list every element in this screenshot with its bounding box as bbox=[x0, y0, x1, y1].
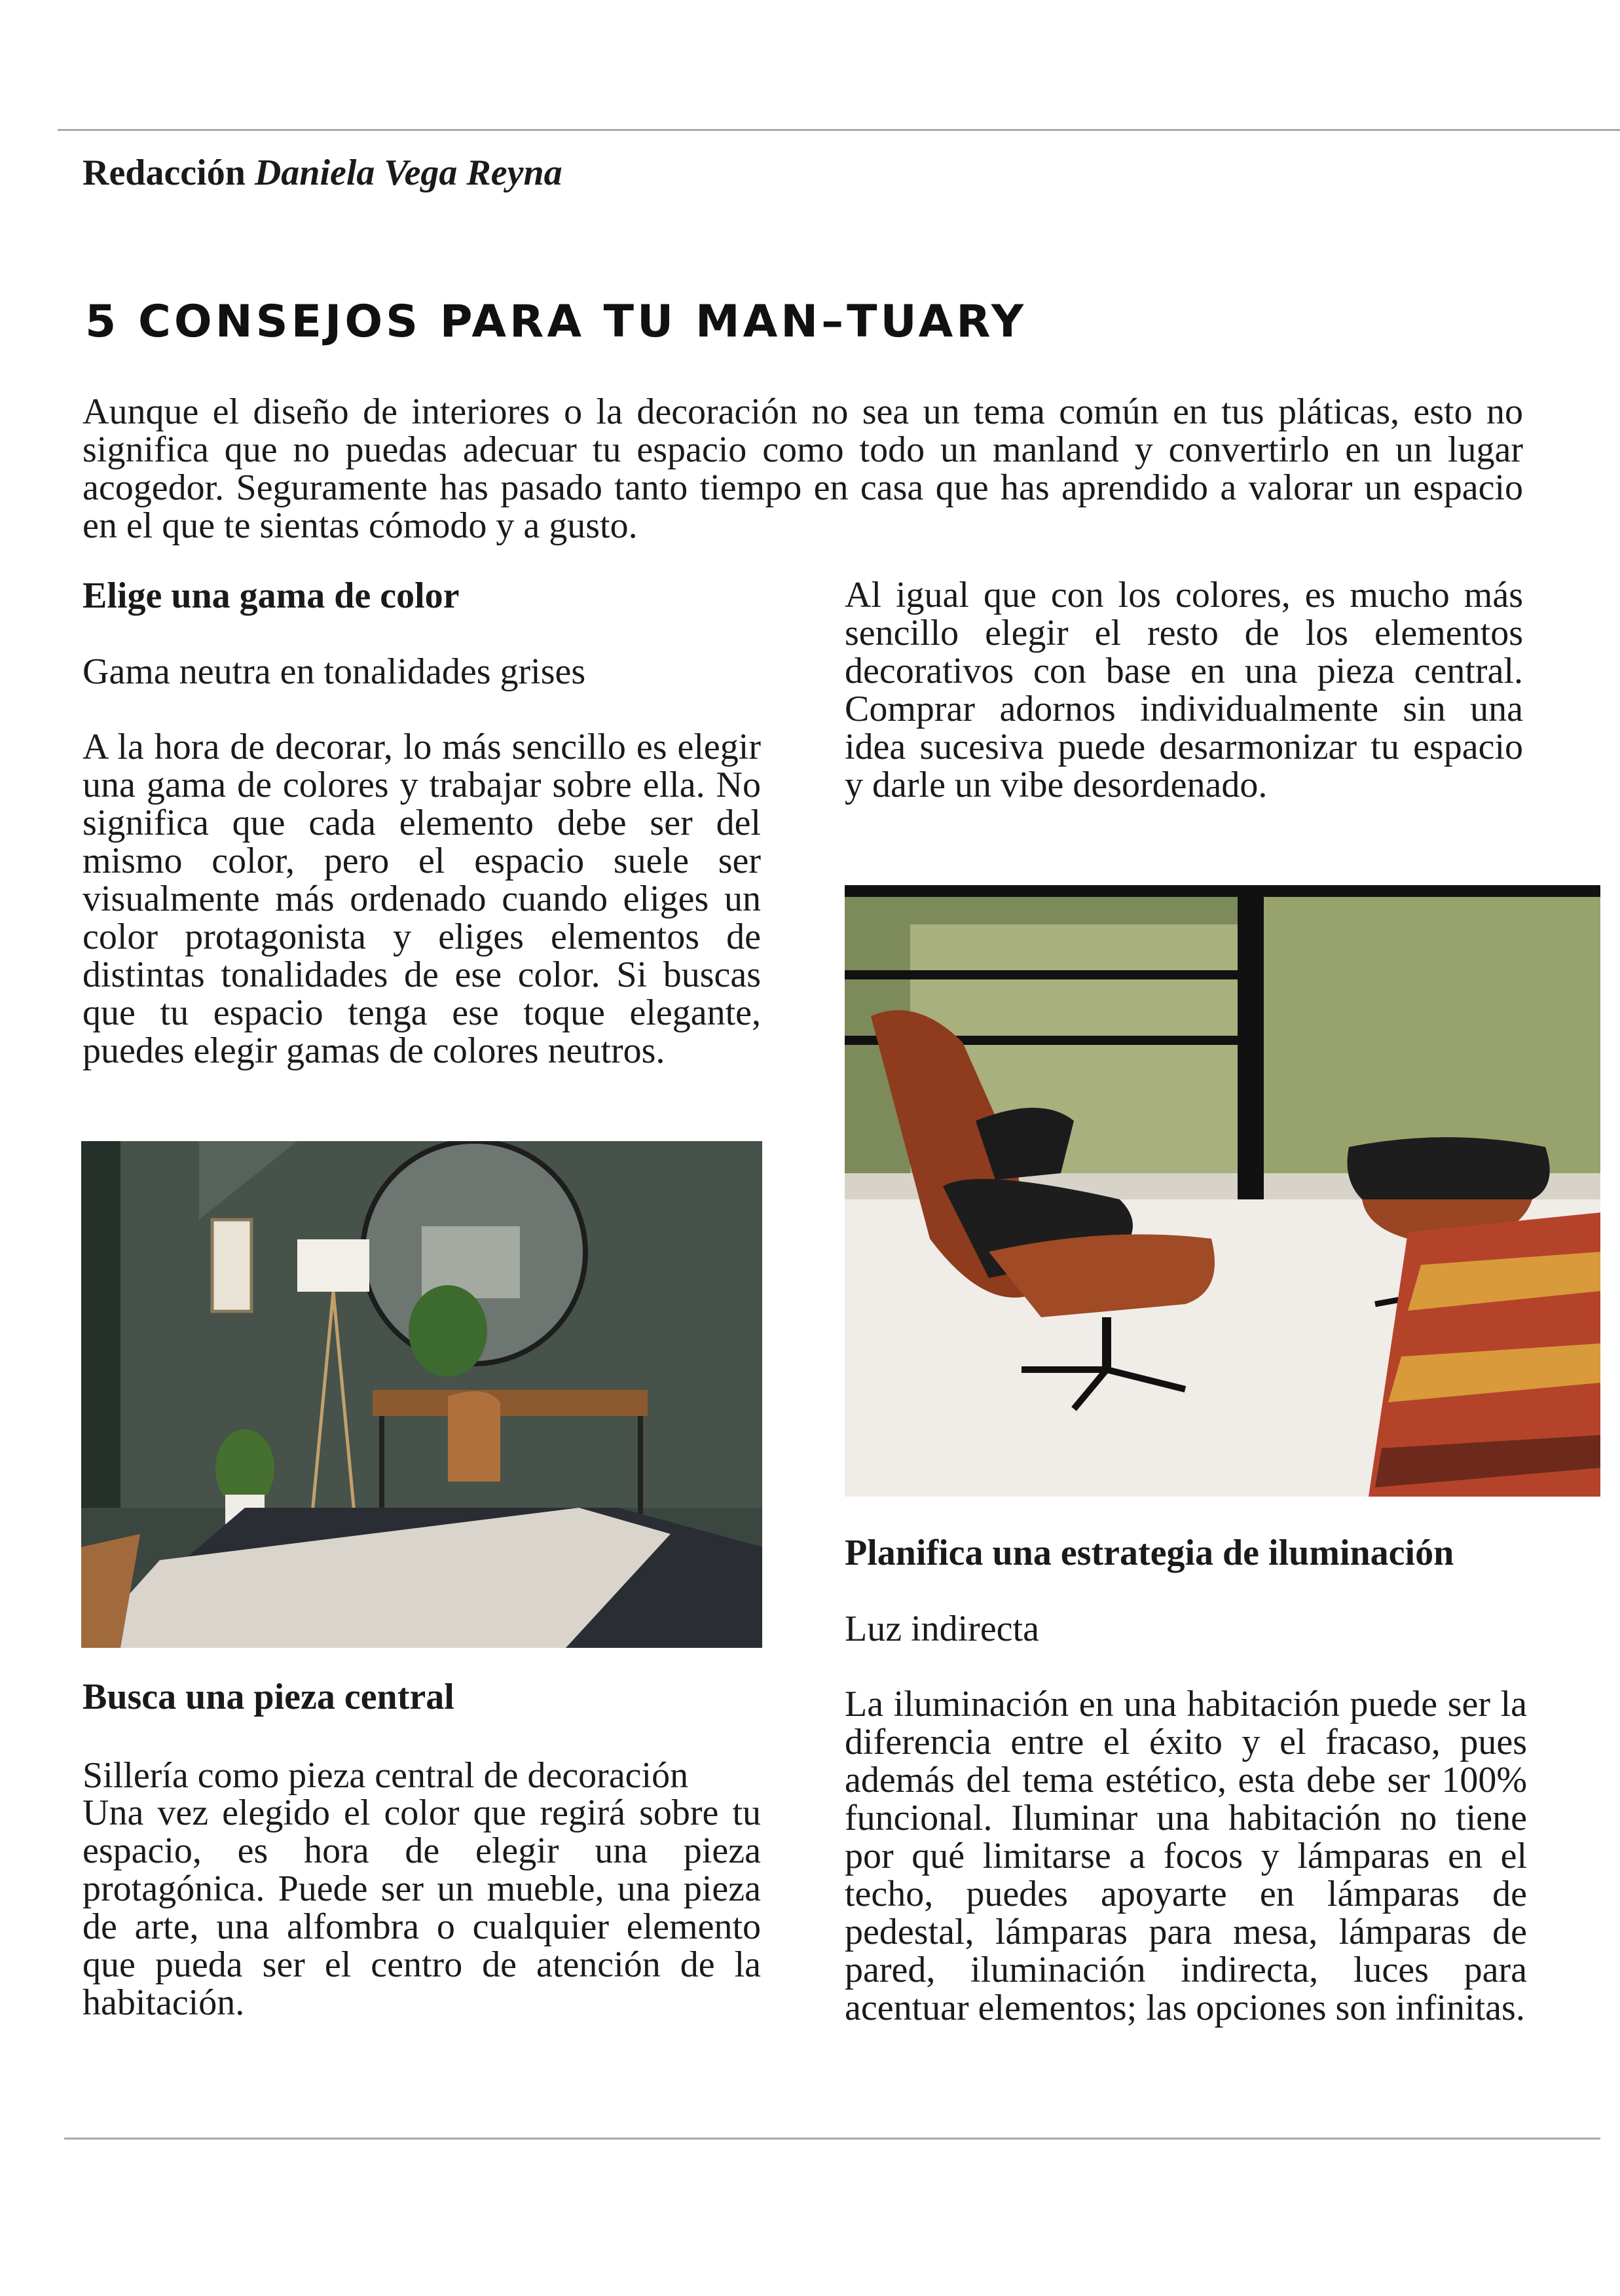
intro-paragraph: Aunque el diseño de interiores o la decoración no sea un tema común en tus pláticas, esto no significa que no puedas adecuar tu espacio como todo un manland y convertirlo en un lugar acogedor. Seguramente has pasado tanto tiempo en casa que has aprendido a valorar un espacio en el que te sientas cómodo y a gusto. bbox=[83, 392, 1523, 546]
byline-prefix: Redacción bbox=[83, 153, 246, 193]
section-body-lighting: La iluminación en una habitación puede ser la diferencia entre el éxito y el fracaso, pues además del tema estético, esta debe ser 100% funcional. Iluminar una habitación no tiene por qué limitarse a focos y lámparas en el techo, puedes apoyarte en lámparas de pedestal, lámparas para mesa, lámparas de pared, iluminación indirecta, luces para acentuar elementos; las opciones son infinitas. bbox=[845, 1684, 1527, 2028]
top-divider bbox=[58, 129, 1620, 131]
section-body-decor: Al igual que con los colores, es mucho más sencillo elegir el resto de los elementos decorativos con base en una pieza central. Comprar adornos individualmente sin una idea sucesiva puede desarmonizar tu espacio y darle un vibe desordenado. bbox=[845, 575, 1523, 805]
article-title: 5 CONSEJOS PARA TU MAN–TUARY bbox=[85, 296, 1027, 348]
section-body-central: Una vez elegido el color que regirá sobre tu espacio, es hora de elegir una pieza protagónica. Puede ser un mueble, una pieza de arte, una alfombra o cualquier elemento que pueda ser el centro de atención de la habitación. bbox=[83, 1793, 761, 2023]
lounge-chair-photo bbox=[845, 885, 1600, 1497]
section-subheading-color: Gama neutra en tonalidades grises bbox=[83, 651, 586, 692]
section-subheading-lighting: Luz indirecta bbox=[845, 1609, 1039, 1649]
section-heading-lighting: Planifica una estrategia de iluminación bbox=[845, 1533, 1454, 1573]
byline bbox=[83, 152, 562, 194]
section-heading-central: Busca una pieza central bbox=[83, 1677, 454, 1717]
bedroom-photo bbox=[81, 1141, 762, 1648]
bottom-divider bbox=[64, 2138, 1600, 2140]
section-body-color: A la hora de decorar, lo más sencillo es elegir una gama de colores y trabajar sobre ella. No significa que cada elemento debe ser del mismo color, pero el espacio suele ser visualmente más ordenado cuando eliges un color protagonista y eliges elementos de distintas tonalidades de ese color. Si buscas que tu espacio tenga ese toque elegante, puedes elegir gamas de colores neutros. bbox=[83, 727, 761, 1071]
section-subheading-central: Sillería como pieza central de decoración bbox=[83, 1755, 689, 1796]
byline-author: Daniela Vega Reyna bbox=[254, 153, 562, 193]
section-heading-color: Elige una gama de color bbox=[83, 575, 460, 616]
